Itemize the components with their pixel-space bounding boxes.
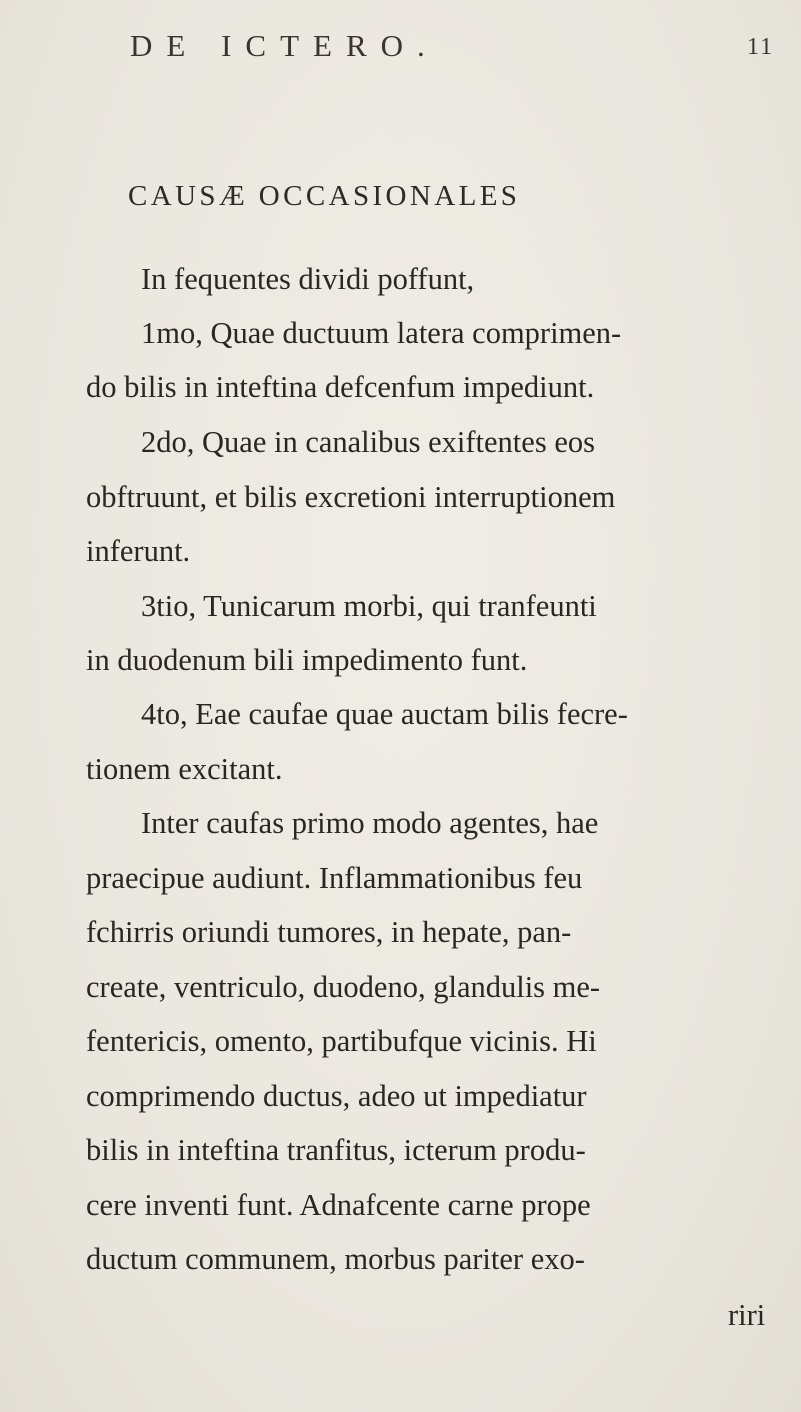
section-title: CAUSÆ OCCASIONALES bbox=[128, 180, 521, 212]
body-line: create, ventriculo, duodeno, glandulis me- bbox=[86, 970, 601, 1004]
body-line: 1mo, Quae ductuum latera comprimen- bbox=[141, 316, 622, 350]
body-line: bilis in inteftina tranfitus, icterum produ- bbox=[86, 1133, 586, 1167]
body-line: ductum communem, morbus pariter exo- bbox=[86, 1242, 585, 1276]
catchword: riri bbox=[728, 1298, 766, 1332]
body-line: praecipue audiunt. Inflammationibus feu bbox=[86, 861, 583, 895]
body-line: in duodenum bili impedimento funt. bbox=[86, 643, 528, 677]
body-line: In fequentes dividi poffunt, bbox=[141, 262, 475, 296]
body-line: obftruunt, et bilis excretioni interruptionem bbox=[86, 480, 616, 514]
running-head: DE ICTERO. bbox=[130, 28, 439, 63]
body-line: inferunt. bbox=[86, 534, 191, 568]
body-line: Inter caufas primo modo agentes, hae bbox=[141, 806, 599, 840]
body-line: 2do, Quae in canalibus exiftentes eos bbox=[141, 425, 595, 459]
body-line: 4to, Eae caufae quae auctam bilis fecre- bbox=[141, 697, 628, 731]
body-line: do bilis in inteftina defcenfum impediunt. bbox=[86, 370, 595, 404]
body-line: 3tio, Tunicarum morbi, qui tranfeunti bbox=[141, 589, 597, 623]
body-line: comprimendo ductus, adeo ut impediatur bbox=[86, 1079, 587, 1113]
body-line: cere inventi funt. Adnafcente carne prope bbox=[86, 1188, 591, 1222]
body-line: fchirris oriundi tumores, in hepate, pan- bbox=[86, 915, 572, 949]
body-line: fentericis, omento, partibufque vicinis. Hi bbox=[86, 1024, 597, 1058]
page-number: 11 bbox=[747, 34, 775, 60]
body-line: tionem excitant. bbox=[86, 752, 283, 786]
